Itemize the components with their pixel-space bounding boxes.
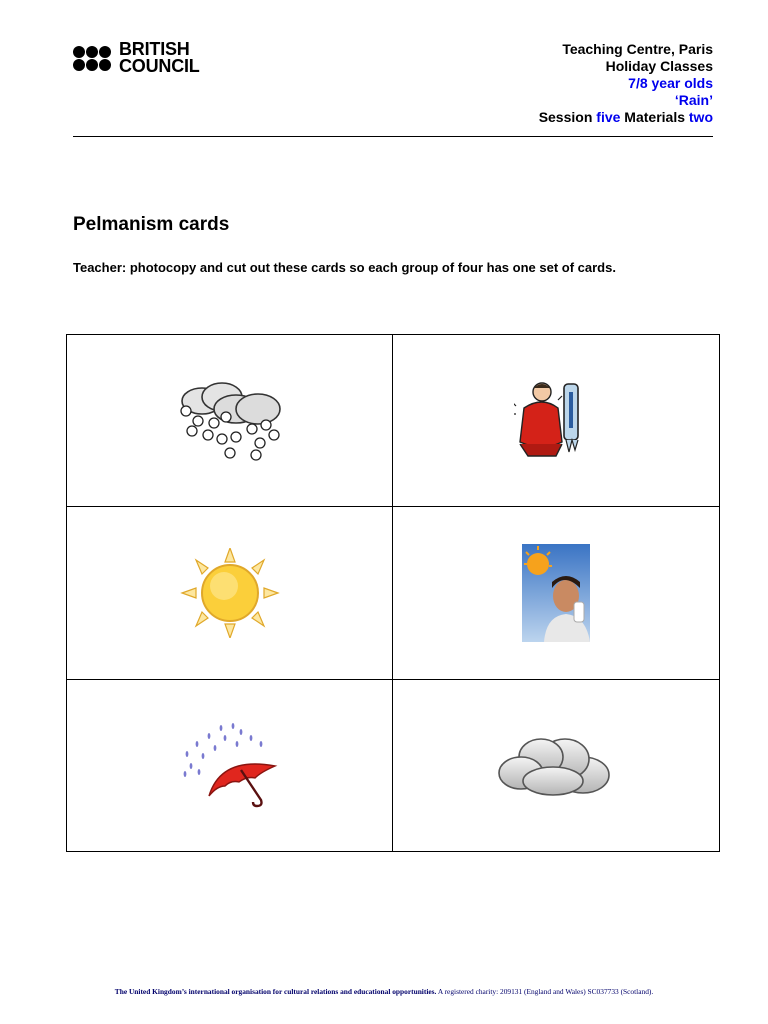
session-value: five — [596, 109, 621, 125]
card-cloud — [393, 679, 720, 851]
header-divider — [73, 136, 713, 137]
session-line — [539, 109, 713, 126]
hot-person-sweating-icon — [522, 544, 590, 642]
session-label: Session — [538, 109, 593, 125]
header-info — [539, 41, 713, 126]
snow-cloud-icon — [174, 379, 286, 463]
cold-person-thermometer-icon — [514, 378, 598, 464]
card-cold — [393, 335, 720, 507]
teaching-centre: Teaching Centre, Paris — [562, 41, 713, 57]
footer-charity-note — [0, 987, 768, 996]
topic: ‘Rain’ — [674, 92, 713, 108]
footer-bold-text: The United Kingdom’s international organisation for cultural relations and educational opportunities. — [114, 987, 437, 996]
page-title: Pelmanism cards — [73, 214, 230, 235]
age-group: 7/8 year olds — [628, 75, 713, 91]
card-snow — [67, 335, 393, 507]
footer-text: A registered charity: 209131 (England and Wales) SC037733 (Scotland). — [436, 987, 654, 996]
logo-line1: BRITISH — [119, 39, 190, 59]
umbrella-rain-icon — [181, 722, 279, 808]
logo-line2: COUNCIL — [119, 56, 200, 76]
pelmanism-card-grid — [66, 334, 720, 852]
card-umbrella — [67, 679, 393, 851]
materials-label: Materials — [624, 109, 685, 125]
holiday-classes: Holiday Classes — [605, 58, 713, 74]
cloud-icon — [497, 729, 615, 801]
card-hot — [393, 507, 720, 679]
british-council-logo — [73, 41, 200, 75]
card-sun — [67, 507, 393, 679]
teacher-instruction: Teacher: photocopy and cut out these cards so each group of four has one set of cards. — [73, 260, 616, 275]
sun-icon — [180, 548, 280, 638]
logo-wordmark — [119, 41, 200, 75]
materials-value: two — [688, 109, 713, 125]
logo-dots-icon — [73, 46, 111, 71]
